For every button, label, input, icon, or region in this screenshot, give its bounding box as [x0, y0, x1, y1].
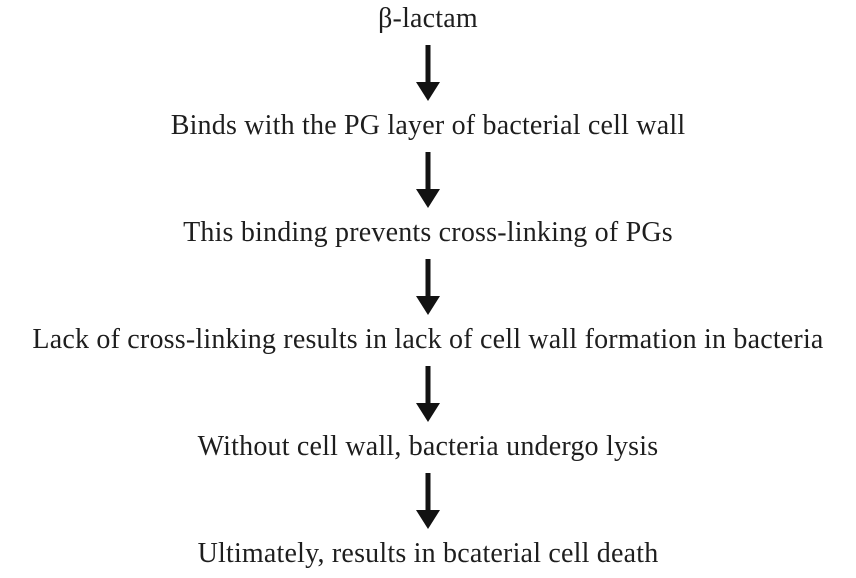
- arrow-down-icon: [415, 259, 441, 315]
- flow-step: Ultimately, results in bcaterial cell death: [197, 538, 659, 569]
- arrow-down-icon: [415, 152, 441, 208]
- flow-step: Lack of cross-linking results in lack of cell wall formation in bacteria: [32, 324, 824, 355]
- flow-step: Without cell wall, bacteria undergo lysis: [197, 431, 659, 462]
- arrow-down-icon: [415, 45, 441, 101]
- flow-step: Binds with the PG layer of bacterial cell wall: [170, 110, 686, 141]
- arrow-down-icon: [415, 366, 441, 422]
- arrow-down-icon: [415, 473, 441, 529]
- flow-step-title: β-lactam: [378, 3, 478, 34]
- flow-step: This binding prevents cross-linking of PGs: [183, 217, 673, 248]
